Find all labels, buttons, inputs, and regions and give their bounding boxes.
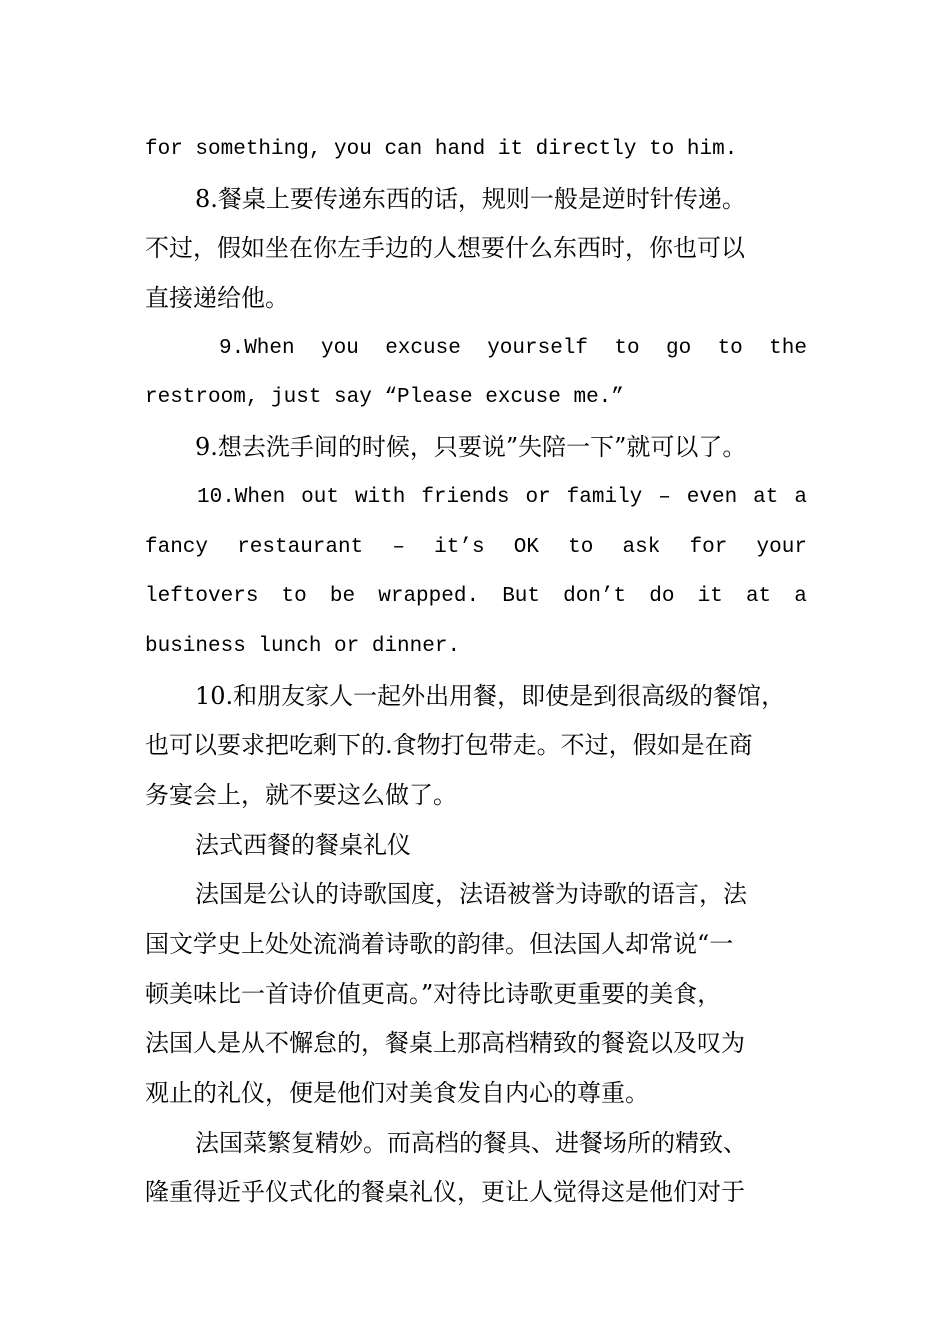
word: OK [513,535,539,559]
word: – [392,535,405,559]
word: to [614,336,640,360]
text-line: 9.想去洗手间的时候，只要说”失陪一下”就可以了。 [195,433,747,462]
word: or [525,485,551,509]
text-line: 法国菜繁复精妙。而高档的餐具、进餐场所的精致、 [195,1128,747,1157]
section-heading: 法式西餐的餐桌礼仪 [195,830,411,859]
word: for [689,535,728,559]
text-line: for something, you can hand it directly to him. [145,138,738,161]
text-line: 直接递给他。 [145,284,289,313]
word: fancy [145,535,209,559]
word: to [717,336,743,360]
text-line: 观止的礼仪，便是他们对美食发自内心的尊重。 [145,1079,649,1108]
word: to [281,585,307,609]
word: leftovers [145,585,259,609]
word: a [794,485,807,509]
word: to [568,535,594,559]
word: friends [421,485,510,509]
text-line: 国文学史上处处流淌着诗歌的韵律。但法国人却常说“一 [145,930,734,958]
word: yourself [487,336,589,360]
word: ask [622,535,661,559]
word: be [329,585,356,609]
text-line: 顿美味比一首诗价值更高。”对待比诗歌更重要的美食， [145,979,722,1008]
text-line: 法国人是从不懈怠的，餐桌上那高档精致的餐瓷以及叹为 [145,1029,745,1058]
justified-line [145,324,807,374]
word: at [745,585,772,609]
word: even [686,485,738,509]
justified-line [145,572,807,622]
word: it [697,585,723,609]
word: a [794,585,807,609]
text-line: 8.餐桌上要传递东西的话，规则一般是逆时针传递。 [195,184,746,213]
text-line: restroom, just say “Please excuse me.” [145,386,624,410]
word: with [354,485,406,509]
justified-line [145,523,807,573]
text-line: 不过，假如坐在你左手边的人想要什么东西时，你也可以 [145,234,745,263]
word: at [753,485,779,509]
word: 9.When [219,336,295,360]
word: family [566,485,643,509]
document-page [145,125,807,1218]
text-line: business lunch or dinner. [145,634,461,658]
text-line: 10.和朋友家人一起外出用餐，即使是到很高级的餐馆， [195,681,786,710]
word: don’t [563,585,627,609]
word: your [756,535,807,559]
word: restaurant [237,535,364,559]
text-line: 隆重得近乎仪式化的餐桌礼仪，更让人觉得这是他们对于 [145,1178,745,1207]
word: the [769,336,807,360]
word: go [665,336,692,360]
word: 10.When [197,485,286,509]
word: wrapped. [378,585,480,609]
justified-line [145,473,807,523]
word: it’s [434,535,485,559]
word: out [301,485,339,509]
word: you [321,336,359,360]
word: excuse [385,336,461,360]
text-line: 务宴会上，就不要这么做了。 [145,780,457,809]
word: But [502,585,540,609]
text-line: 法国是公认的诗歌国度，法语被誉为诗歌的语言，法 [195,880,747,909]
text-line: 也可以要求把吃剩下的.食物打包带走。不过，假如是在商 [145,731,753,760]
word: do [649,585,675,609]
word: – [658,485,671,509]
